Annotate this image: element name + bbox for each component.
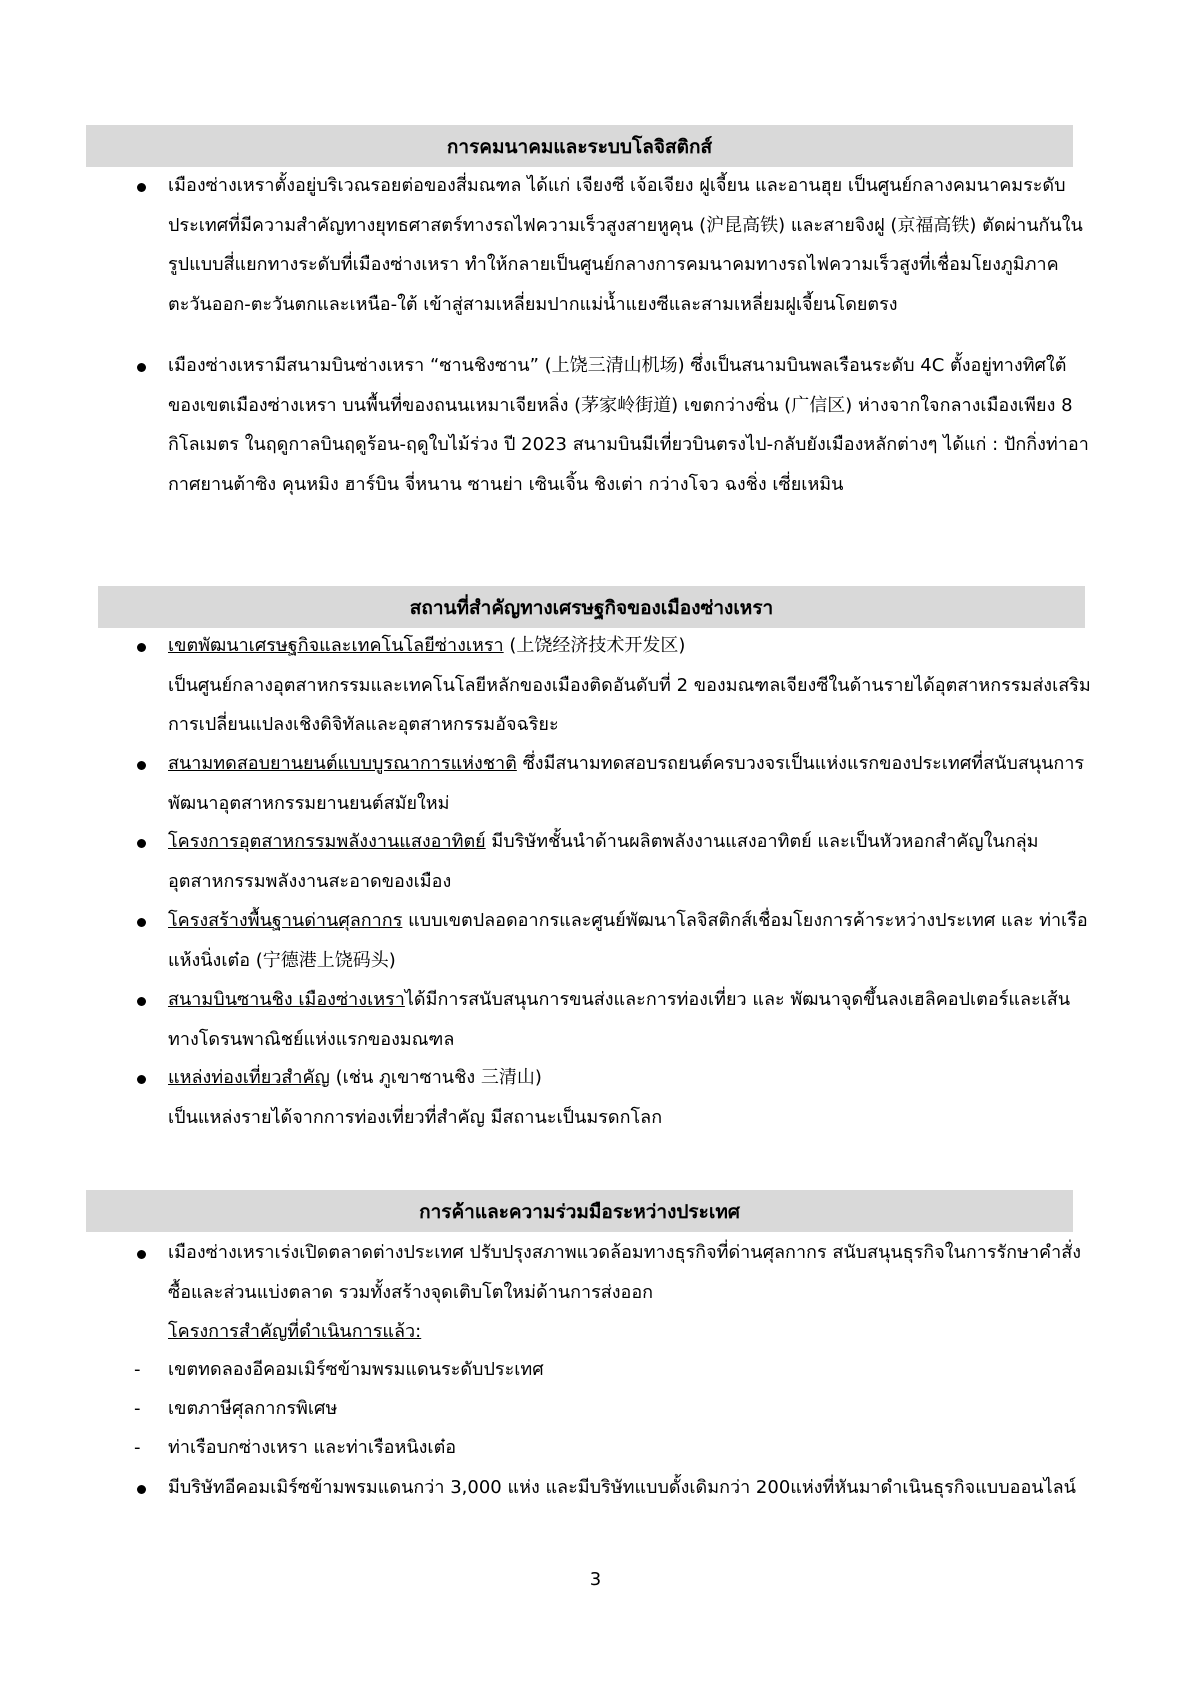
- project-item: ท่าเรือบกซ่างเหรา และท่าเรือหนิงเต๋อ: [168, 1437, 457, 1458]
- item-text: (เช่น ภูเขาซานชิง 三清山): [329, 1067, 542, 1088]
- section-heading-economy: สถานที่สำคัญทางเศรษฐกิจของเมืองซ่างเหรา: [98, 586, 1085, 628]
- list-item: [168, 744, 1093, 823]
- dash-marker: -: [134, 1359, 141, 1380]
- item-title: โครงการอุตสาหกรรมพลังงานแสงอาทิตย์: [168, 831, 486, 852]
- item-text: (上饶经济技术开发区): [503, 635, 686, 656]
- list-item: [168, 1428, 1093, 1468]
- bullet-icon: [137, 997, 146, 1006]
- bullet-icon: [137, 183, 146, 192]
- item-title: สนามบินซานชิง เมืองซ่างเหรา: [168, 989, 405, 1010]
- dash-marker: -: [134, 1398, 141, 1419]
- item-title: แหล่งท่องเที่ยวสำคัญ: [168, 1067, 330, 1088]
- list-item: [168, 822, 1093, 901]
- item-title: เขตพัฒนาเศรษฐกิจและเทคโนโลยีซ่างเหรา: [168, 635, 504, 656]
- section-heading-trade: การค้าและความร่วมมือระหว่างประเทศ: [86, 1190, 1073, 1232]
- bullet-icon: [137, 363, 146, 372]
- paragraph: เมืองซ่างเหรามีสนามบินซ่างเหรา “ซานชิงซาน” (上饶三清山机场) ซึ่งเป็นสนามบินพลเรือนระดับ 4C ตั้งอยู่ทางทิศใต้ของเขตเมืองซ่างเหรา บนพื้นที่ของถนนเหมาเจียหลิ่ง (茅家岭街道) เขตกว่างซิ่น (广信区) ห่างจากใจกลางเมืองเพียง 8 กิโลเมตร ในฤดูกาลบินฤดูร้อน-ฤดูใบไม้ร่วง ปี 2023 สนามบินมีเที่ยวบินตรงไป-กลับยังเมืองหลักต่างๆ ได้แก่ : ปักกิ่งท่าอากาศยานต้าซิง คุนหมิง ฮาร์บิน จี่หนาน ซานย่า เซินเจิ้น ชิงเต่า กว่างโจว ฉงชิ่ง เซี่ยเหมิน: [168, 355, 1089, 495]
- list-item: [168, 980, 1093, 1059]
- list-item: [168, 901, 1093, 980]
- paragraph: เมืองซ่างเหราเร่งเปิดตลาดต่างประเทศ ปรับปรุงสภาพแวดล้อมทางธุรกิจที่ด่านศุลกากร สนับสนุนธุรกิจในการรักษาคำสั่งซื้อและส่วนแบ่งตลาด รวมทั้งสร้างจุดเติบโตใหม่ด้านการส่งออก: [168, 1242, 1081, 1303]
- list-item: [168, 1233, 1093, 1352]
- list-item: [168, 626, 1093, 745]
- item-body: เป็นศูนย์กลางอุตสาหกรรมและเทคโนโลยีหลักของเมืองติดอันดับที่ 2 ของมณฑลเจียงซีในด้านรายได้อุตสาหกรรมส่งเสริมการเปลี่ยนแปลงเชิงดิจิทัลและอุตสาหกรรมอัจฉริยะ: [168, 674, 1091, 735]
- paragraph: เมืองซ่างเหราตั้งอยู่บริเวณรอยต่อของสี่มณฑล ได้แก่ เจียงซี เจ้อเจียง ฝูเจี้ยน และอานฮุย เป็นศูนย์กลางคมนาคมระดับประเทศที่มีความสำคัญทางยุทธศาสตร์ทางรถไฟความเร็วสูงสายหูคุน (沪昆高铁) และสายจิงฝู (京福高铁) ตัดผ่านกันในรูปแบบสี่แยกทางระดับที่เมืองซ่างเหรา ทำให้กลายเป็นศูนย์กลางการคมนาคมทางรถไฟความเร็วสูงที่เชื่อมโยงภูมิภาคตะวันออก-ตะวันตกและเหนือ-ใต้ เข้าสู่สามเหลี่ยมปากแม่น้ำแยงซีและสามเหลี่ยมฝูเจี้ยนโดยตรง: [168, 175, 1083, 315]
- item-text: มีบริษัทชั้นนำด้านผลิตพลังงานแสงอาทิตย์ และเป็นหัวหอกสำคัญในกลุ่มอุตสาหกรรมพลังงานสะอาดของเมือง: [168, 831, 1039, 892]
- list-item: [168, 1468, 1093, 1508]
- bullet-icon: [137, 1485, 146, 1494]
- page-number: 3: [589, 1569, 602, 1590]
- bullet-icon: [137, 1250, 146, 1259]
- projects-label: โครงการสำคัญที่ดำเนินการแล้ว:: [168, 1321, 422, 1342]
- bullet-icon: [137, 761, 146, 770]
- item-title: โครงสร้างพื้นฐานด่านศุลกากร: [168, 910, 403, 931]
- item-body: เป็นแหล่งรายได้จากการท่องเที่ยวที่สำคัญ มีสถานะเป็นมรดกโลก: [168, 1106, 663, 1128]
- item-text: แบบเขตปลอดอากรและศูนย์พัฒนาโลจิสติกส์เชื่อมโยงการค้าระหว่างประเทศ และ ท่าเรือแห้งนิ่งเต๋อ (宁德港上饶码头): [168, 910, 1088, 971]
- bullet-icon: [137, 1075, 146, 1084]
- list-item: [168, 166, 1093, 324]
- dash-marker: -: [134, 1437, 141, 1458]
- item-text: ซึ่งมีสนามทดสอบรถยนต์ครบวงจรเป็นแห่งแรกของประเทศที่สนับสนุนการพัฒนาอุตสาหกรรมยานยนต์สมัยใหม่: [168, 753, 1085, 814]
- list-item: [168, 346, 1093, 504]
- project-item: เขตทดลองอีคอมเมิร์ซข้ามพรมแดนระดับประเทศ: [168, 1359, 544, 1380]
- bullet-icon: [137, 643, 146, 652]
- bullet-icon: [137, 918, 146, 927]
- item-text: ได้มีการสนับสนุนการขนส่งและการท่องเที่ยว และ พัฒนาจุดขึ้นลงเฮลิคอปเตอร์และเส้นทางโดรนพาณิชย์แห่งแรกของมณฑล: [168, 989, 1071, 1050]
- list-item: [168, 1350, 1093, 1390]
- bullet-icon: [137, 839, 146, 848]
- section-heading-transport: การคมนาคมและระบบโลจิสติกส์: [86, 125, 1073, 167]
- list-item: [168, 1058, 1093, 1137]
- list-item: [168, 1389, 1093, 1429]
- project-item: เขตภาษีศุลกากรพิเศษ: [168, 1398, 338, 1419]
- paragraph: มีบริษัทอีคอมเมิร์ซข้ามพรมแดนกว่า 3,000 แห่ง และมีบริษัทแบบดั้งเดิมกว่า 200แห่งที่หันมาดำเนินธุรกิจแบบออนไลน์: [168, 1477, 1076, 1498]
- item-title: สนามทดสอบยานยนต์แบบบูรณาการแห่งชาติ: [168, 753, 517, 774]
